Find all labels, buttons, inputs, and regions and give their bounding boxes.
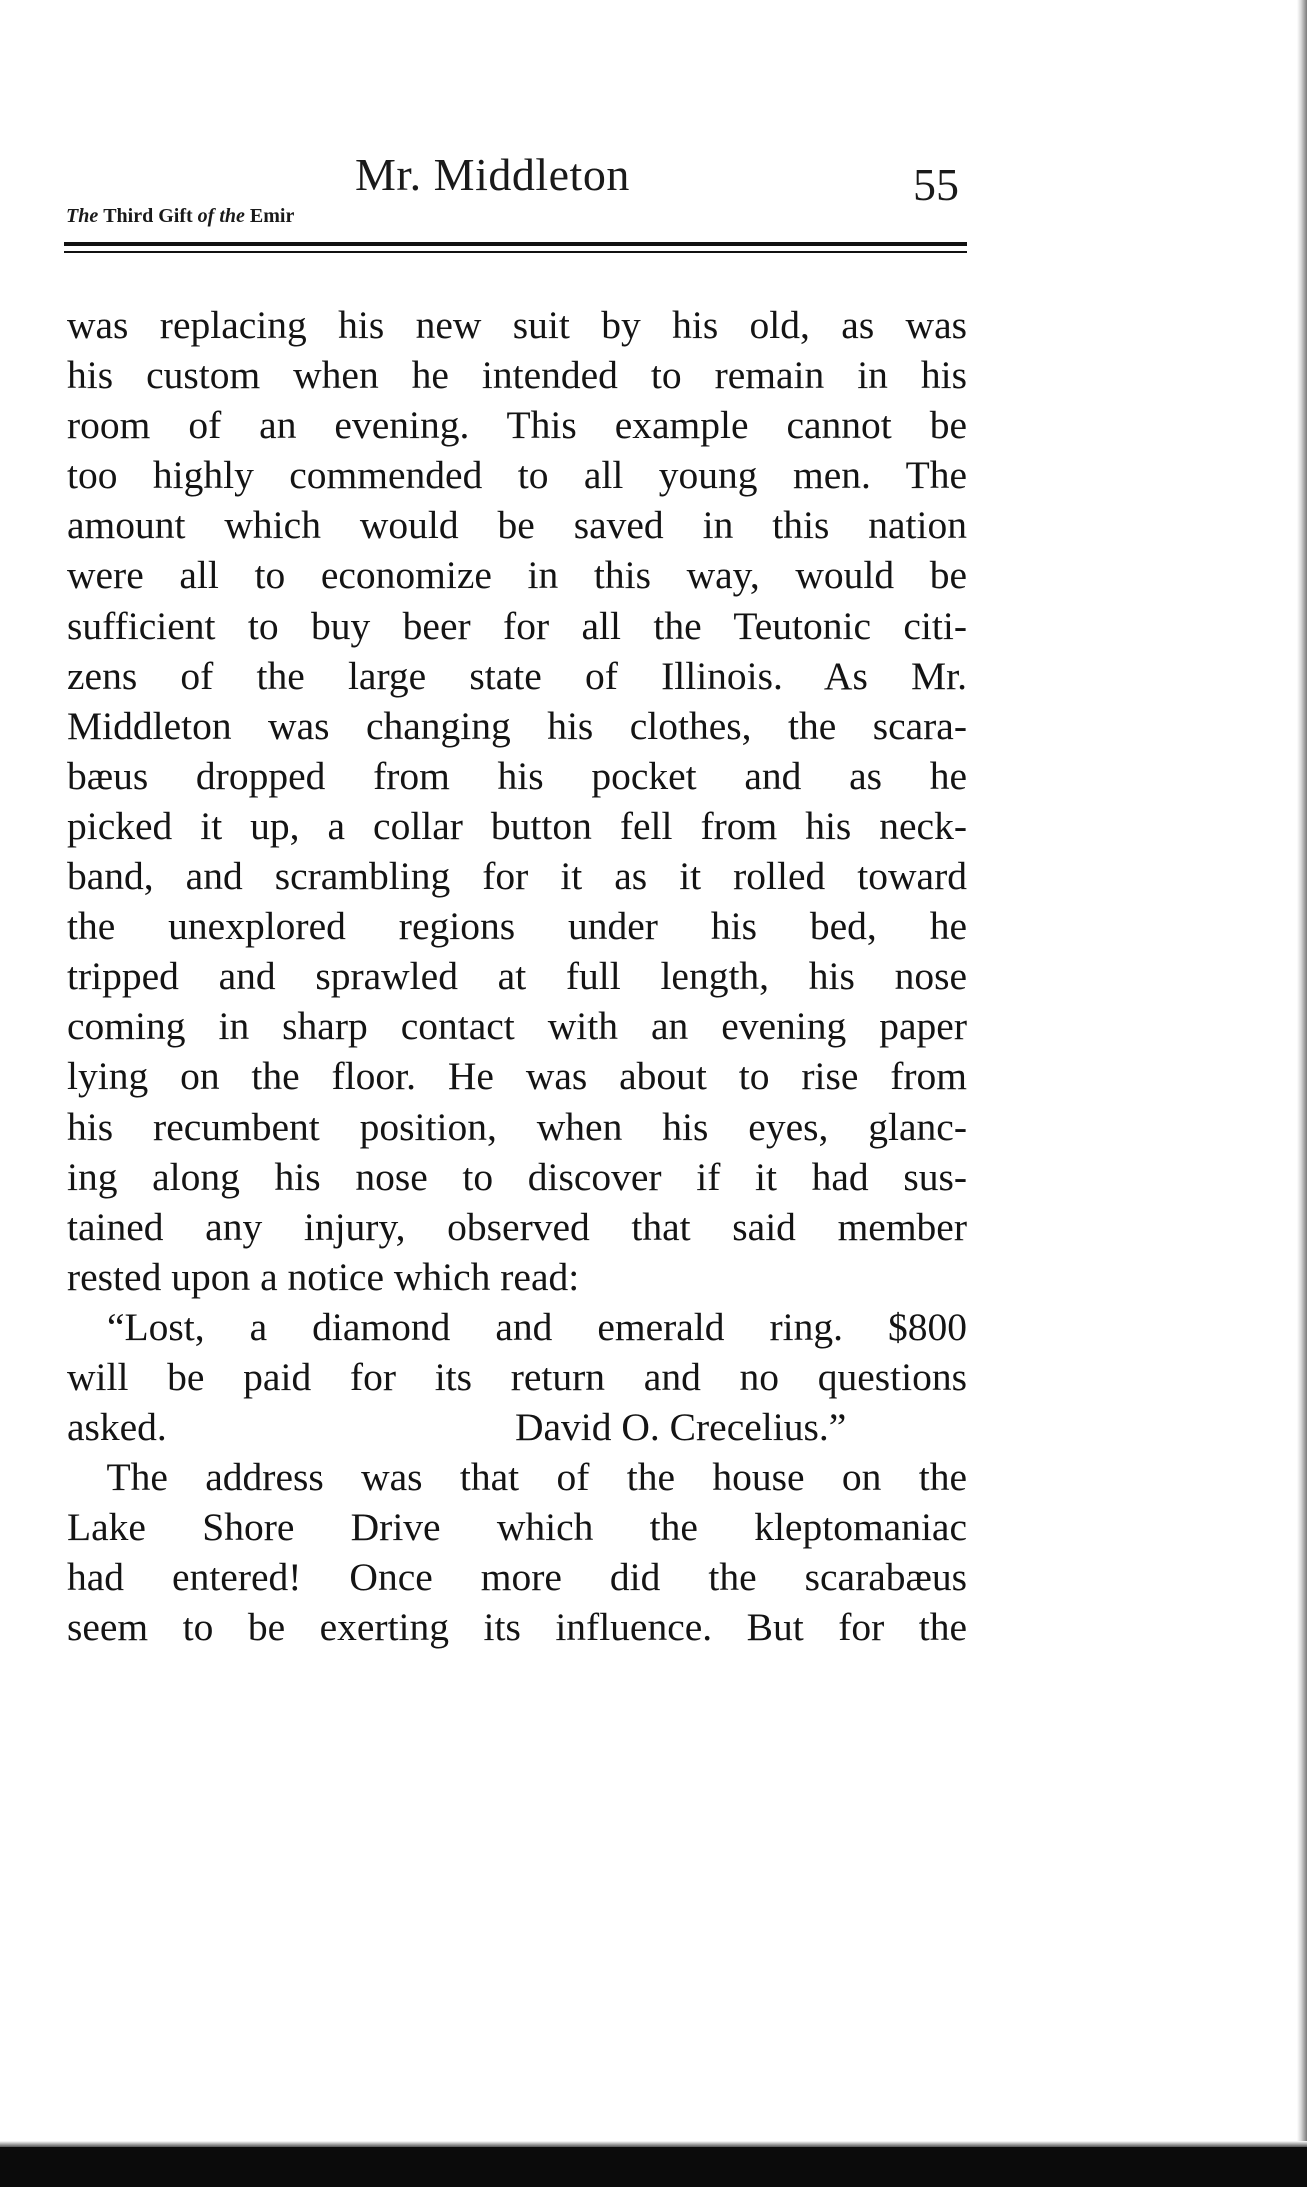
header-rule-thick [64,242,967,246]
text-line: Lake Shore Drive which the kleptomaniac [67,1505,967,1550]
text-line: bæus dropped from his pocket and as he [67,753,967,798]
text-line: lying on the floor. He was about to rise from [67,1054,967,1099]
text-line: picked it up, a collar button fell from his neck- [67,803,967,848]
text-line: too highly commended to all young men. The [67,453,967,498]
text-line: coming in sharp contact with an evening paper [67,1004,967,1049]
running-subtitle [66,205,294,228]
text-line: room of an evening. This example cannot be [67,403,967,448]
subtitle-the: The [66,205,99,227]
subtitle-of-the: of the [197,205,245,227]
text-line: were all to economize in this way, would be [67,553,967,598]
text-line: his custom when he intended to remain in his [67,353,967,398]
header-rule-thin [64,251,967,253]
page-bottom-edge [0,2147,1307,2187]
body-text [67,300,967,1653]
text-line: his recumbent position, when his eyes, glanc- [67,1104,967,1149]
text-line: sufficient to buy beer for all the Teutonic citi- [67,603,967,648]
running-title: Mr. Middleton [355,149,630,200]
notice-signature: David O. Crecelius.” [515,1405,847,1450]
text-line: tripped and sprawled at full length, his nose [67,954,967,999]
text-line: was replacing his new suit by his old, as was [67,303,967,347]
text-line: tained any injury, observed that said member [67,1204,967,1249]
text-line: seem to be exerting its influence. But for the [67,1605,967,1650]
notice-signature-line [67,1402,967,1452]
subtitle-emir: Emir [249,205,295,227]
text-line: band, and scrambling for it as it rolled toward [67,854,967,899]
page-right-edge [1297,0,1307,2187]
text-line: Middleton was changing his clothes, the scara- [67,703,967,748]
notice-line: “Lost, a diamond and emerald ring. $800 [107,1304,967,1349]
page-number: 55 [913,159,959,210]
text-line: the unexplored regions under his bed, he [67,904,967,949]
text-line: zens of the large state of Illinois. As Mr. [67,653,967,698]
text-line: The address was that of the house on the [67,1455,967,1500]
text-line-paragraph-end: rested upon a notice which read: [67,1254,580,1299]
subtitle-third-gift: Third Gift [103,205,193,227]
notice-asked: asked. [67,1405,167,1450]
text-line: had entered! Once more did the scarabæus [67,1555,967,1600]
text-line: ing along his nose to discover if it had sus- [67,1154,967,1199]
notice-line: will be paid for its return and no questions [67,1354,967,1399]
text-line: amount which would be saved in this nation [67,503,967,548]
